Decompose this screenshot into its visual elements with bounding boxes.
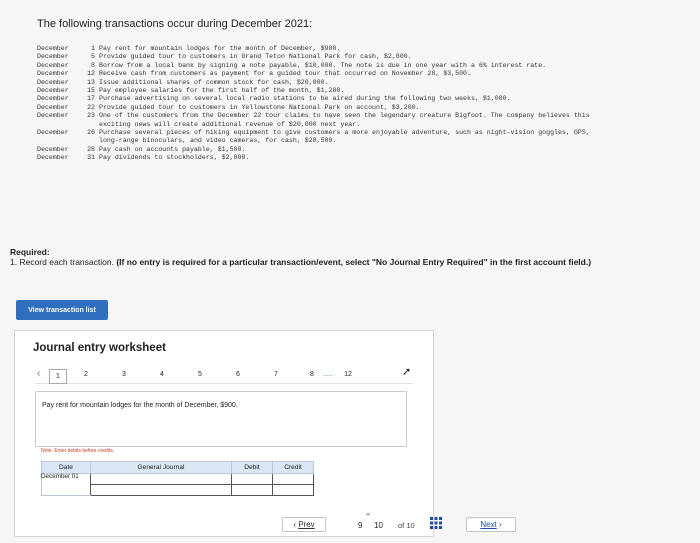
required-section [10, 247, 610, 267]
transaction-month: December [37, 112, 69, 120]
transaction-description-text: Receive cash from customers as payment for a guided tour that occurred on November 28, $3,500. [99, 70, 471, 78]
transaction-description-text: Provide guided tour to customers in Grand Teton National Park for cash, $2,800. [99, 53, 412, 61]
transaction-day: 13 [87, 78, 95, 86]
pager-page-4[interactable]: 4 [160, 371, 164, 378]
next-label: Next [480, 520, 497, 529]
transaction-description-text: Pay rent for mountain lodges for the month of December, $900. [99, 45, 341, 52]
required-label: Required: [10, 247, 50, 257]
account-input[interactable] [91, 474, 232, 485]
transaction-description-text: Pay employee salaries for the first half of the month, $1,200. [99, 87, 345, 95]
transaction-row [37, 53, 597, 61]
page-heading: The following transactions occur during December 2021: [37, 18, 313, 30]
debits-note: Note: Enter debits before credits. [41, 448, 115, 454]
transaction-month: December [37, 78, 69, 86]
current-page[interactable]: 9 [358, 521, 363, 530]
transaction-row [37, 146, 597, 154]
transaction-description-text: Pay dividends to stockholders, $2,000. [99, 154, 250, 162]
pager-page-3[interactable]: 3 [122, 371, 126, 378]
transaction-day: 5 [91, 53, 95, 61]
journal-table [41, 461, 314, 496]
transaction-day: 28 [87, 145, 95, 153]
table-row [42, 474, 314, 485]
transaction-row [37, 154, 597, 162]
required-line: 1. Record each transaction. [10, 257, 114, 267]
transaction-month: December [37, 53, 69, 61]
transaction-month: December [37, 70, 69, 78]
pager-page-2[interactable]: 2 [84, 371, 88, 378]
transaction-description-text: One of the customers from the December 22 tour claims to have seen the legendary creature Bigfoot. The company believes this exciting news will create additional revenue of $20,000 next year. [99, 112, 590, 128]
col-debit: Debit [232, 462, 273, 474]
transaction-day: 8 [91, 61, 95, 69]
transaction-month: December [37, 87, 69, 95]
date-cell [42, 485, 91, 496]
required-note: (If no entry is required for a particular transaction/event, select "No Journal Entry Required" in the first account field.) [116, 257, 592, 267]
account-input[interactable] [91, 485, 232, 496]
next-button[interactable]: Next › [466, 517, 516, 532]
pager-page-8[interactable]: 8 [310, 371, 314, 378]
required-instruction [10, 257, 610, 267]
transaction-day: 23 [87, 112, 95, 120]
transaction-month: December [37, 61, 69, 69]
credit-input[interactable] [273, 474, 314, 485]
transaction-day: 26 [87, 129, 95, 137]
view-transaction-list-button[interactable]: View transaction list [16, 300, 108, 320]
page-10[interactable]: 10 [374, 521, 383, 530]
page-count: of 10 [398, 521, 415, 530]
pager-page-1[interactable]: 1 [49, 369, 67, 384]
transaction-list [37, 45, 597, 163]
transaction-description-text: Pay cash on accounts payable, $1,500. [99, 145, 246, 153]
col-date: Date [42, 462, 91, 474]
transaction-row [37, 79, 597, 87]
transaction-day: 31 [87, 154, 95, 162]
prev-button[interactable]: ‹ Prev [282, 517, 326, 532]
transaction-description: Pay rent for mountain lodges for the month of December, $900. [42, 402, 238, 409]
transaction-month: December [37, 129, 69, 137]
debit-input[interactable] [232, 485, 273, 496]
link-icon: ∞ [366, 512, 371, 518]
worksheet-pager [35, 369, 413, 384]
pager-page-7[interactable]: 7 [274, 371, 278, 378]
transaction-month: December [37, 154, 69, 162]
pager-page-6[interactable]: 6 [236, 371, 240, 378]
credit-input[interactable] [273, 485, 314, 496]
worksheet-title: Journal entry worksheet [33, 342, 166, 354]
transaction-month: December [37, 145, 69, 153]
transaction-day: 1 [91, 45, 95, 52]
journal-entry-worksheet [14, 330, 434, 537]
transaction-row [37, 104, 597, 112]
debit-input[interactable] [232, 474, 273, 485]
mouse-cursor-icon: ➚ [402, 366, 412, 378]
transaction-row [37, 95, 597, 103]
col-general-journal: General Journal [91, 462, 232, 474]
transaction-row [37, 129, 597, 146]
transaction-description-text: Provide guided tour to customers in Yellowstone National Park on account, $3,200. [99, 103, 420, 111]
col-credit: Credit [273, 462, 314, 474]
grid-icon[interactable] [430, 517, 442, 529]
transaction-row [37, 87, 597, 95]
transaction-description-text: Borrow from a local bank by signing a note payable, $10,000. The note is due in one year with a 6% interest rate. [99, 61, 547, 69]
transaction-row [37, 45, 597, 53]
transaction-month: December [37, 103, 69, 111]
transaction-month: December [37, 95, 69, 103]
transaction-description-text: Purchase several pieces of hiking equipment to give customers a more enjoyable adventure, such as night-vision goggles, GPS, long-range binoculars, and video cameras, for cash, $28,500. [99, 129, 590, 145]
transaction-description-box [35, 391, 407, 447]
transaction-description-text: Issue additional shares of common stock for cash, $20,000. [99, 78, 329, 86]
date-value: December 01 [41, 473, 79, 480]
transaction-day: 12 [87, 70, 95, 78]
transaction-row [37, 112, 597, 129]
transaction-day: 22 [87, 103, 95, 111]
transaction-day: 15 [87, 87, 95, 95]
transaction-month: December [37, 45, 69, 52]
transaction-description-text: Purchase advertising on several local radio stations to be aired during the following two weeks, $1,000. [99, 95, 511, 103]
transaction-row [37, 62, 597, 70]
footer-navigation [282, 514, 522, 538]
prev-label: Prev [298, 520, 315, 529]
pager-page-12[interactable]: 12 [344, 371, 352, 378]
transaction-day: 17 [87, 95, 95, 103]
pager-ellipsis: ..... [323, 371, 333, 378]
transaction-row [37, 70, 597, 78]
table-row [42, 485, 314, 496]
pager-page-5[interactable]: 5 [198, 371, 202, 378]
pager-prev-icon[interactable]: ‹ [37, 368, 41, 379]
